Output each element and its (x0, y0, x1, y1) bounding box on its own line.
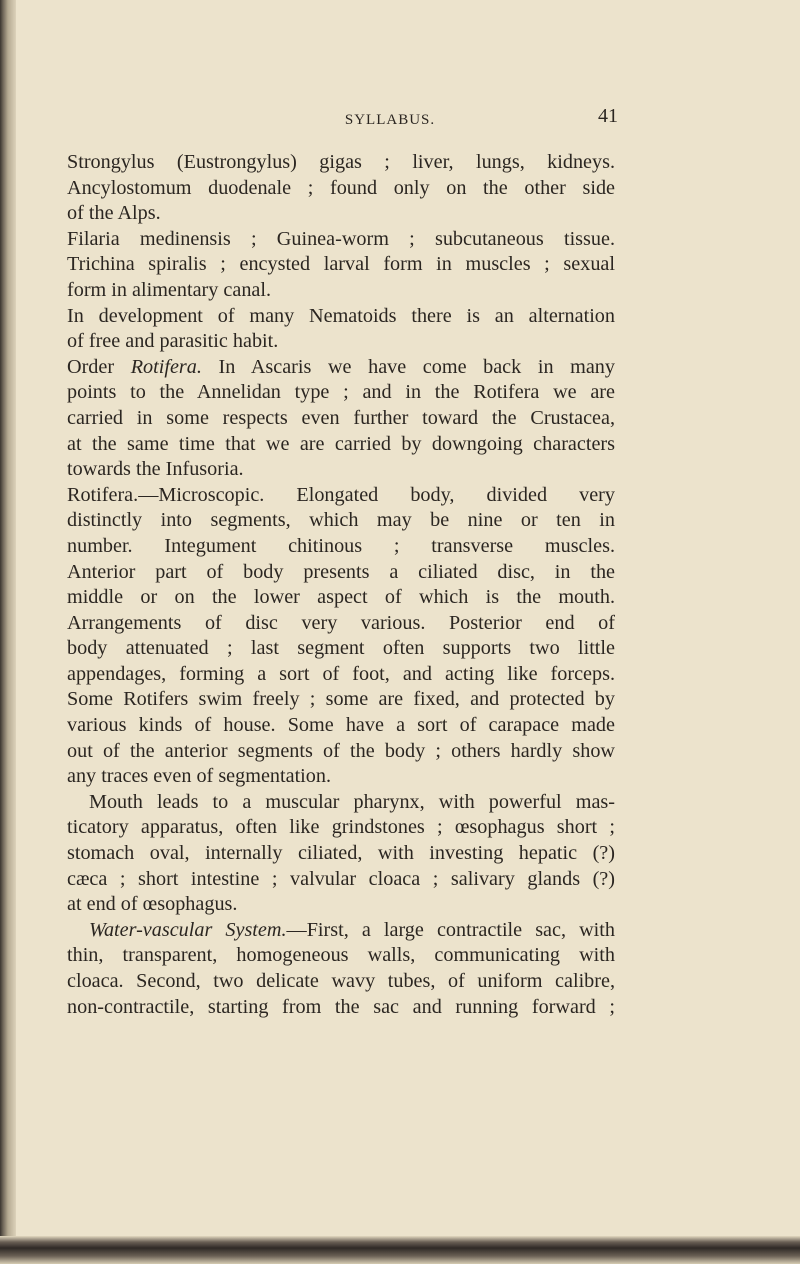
text-segment: stomach oval, internally ciliated, with investing hepatic (?) (67, 842, 615, 865)
text-segment: of the Alps. (67, 202, 161, 225)
text-line (67, 790, 615, 816)
text-segment: Anterior part of body presents a ciliated disc, in the (67, 560, 615, 583)
italic-text: Rotifera. (130, 355, 202, 378)
text-segment: any traces even of segmentation. (67, 765, 332, 788)
text-segment: ticatory apparatus, often like grindstones ; œsophagus short ; (67, 816, 615, 839)
text-line (67, 995, 615, 1021)
page-number: 41 (598, 105, 618, 127)
text-line (67, 713, 615, 739)
text-segment: body attenuated ; last segment often supports two little (67, 637, 615, 660)
text-segment: Trichina spiralis ; encysted larval form in muscles ; sexual (67, 253, 615, 276)
text-line (67, 636, 615, 662)
text-segment: Filaria medinensis ; Guinea-worm ; subcutaneous tissue. (67, 227, 615, 250)
text-line (67, 201, 615, 227)
text-segment: at the same time that we are carried by downgoing characters (67, 432, 615, 455)
text-segment: —First, a large contractile sac, with (286, 918, 615, 941)
text-segment: points to the Annelidan type ; and in the Rotifera we are (67, 381, 615, 404)
text-line (67, 355, 615, 381)
text-line (67, 252, 615, 278)
text-line (67, 892, 615, 918)
text-line (67, 969, 615, 995)
text-line (67, 278, 615, 304)
text-line (67, 739, 615, 765)
text-line (67, 918, 615, 944)
text-segment: cloaca. Second, two delicate wavy tubes, of uniform calibre, (67, 970, 615, 992)
text-segment: Some Rotifers swim freely ; some are fixed, and protected by (67, 688, 615, 711)
text-segment: In Ascaris we have come back in many (201, 355, 615, 378)
text-segment: thin, transparent, homogeneous walls, communicating with (67, 944, 615, 967)
text-line (67, 764, 615, 790)
text-segment: carried in some respects even further toward the Crustacea, (67, 406, 615, 429)
text-line (67, 150, 615, 176)
text-segment: number. Integument chitinous ; transverse muscles. (67, 534, 615, 557)
text-line (67, 560, 615, 586)
text-line (67, 867, 615, 893)
text-line (67, 227, 615, 253)
text-segment: non-contractile, starting from the sac and running forward ; (67, 995, 615, 1018)
text-segment: middle or on the lower aspect of which is the mouth. (67, 586, 615, 609)
text-segment: Mouth leads to a muscular pharynx, with powerful mas- (89, 790, 615, 813)
text-segment: cæca ; short intestine ; valvular cloaca ; salivary glands (?) (67, 867, 615, 890)
text-line (67, 380, 615, 406)
text-line (67, 176, 615, 202)
text-line (67, 662, 615, 688)
text-segment: at end of œsophagus. (67, 893, 238, 916)
text-segment: appendages, forming a sort of foot, and acting like forceps. (67, 662, 615, 685)
text-segment: Order (67, 355, 131, 378)
text-segment: distinctly into segments, which may be nine or ten in (67, 509, 615, 532)
text-line (67, 943, 615, 969)
text-line (67, 432, 615, 458)
running-head: SYLLABUS. (344, 112, 436, 128)
text-segment: towards the Infusoria. (67, 458, 244, 481)
text-segment: various kinds of house. Some have a sort of carapace made (67, 714, 615, 737)
page-gutter-shadow (0, 0, 16, 1264)
italic-text: Water-vascular System. (89, 918, 287, 941)
text-segment: out of the anterior segments of the body ; others hardly show (67, 739, 615, 762)
text-line (67, 329, 615, 355)
text-segment: Ancylostomum duodenale ; found only on the other side (67, 176, 615, 199)
text-line (67, 611, 615, 637)
text-segment: form in alimentary canal. (67, 278, 272, 301)
text-line (67, 508, 615, 534)
body-text (67, 150, 615, 1020)
text-line (67, 585, 615, 611)
text-line (67, 406, 615, 432)
text-segment: of free and parasitic habit. (67, 330, 279, 353)
page-bottom-edge (0, 1236, 800, 1264)
text-segment: In development of many Nematoids there is an alternation (67, 304, 615, 327)
text-line (67, 841, 615, 867)
text-line (67, 457, 615, 483)
text-line (67, 687, 615, 713)
text-line (67, 815, 615, 841)
text-segment: Strongylus (Eustrongylus) gigas ; liver, lungs, kidneys. (67, 151, 615, 173)
text-line (67, 304, 615, 330)
text-line (67, 483, 615, 509)
text-segment: Rotifera.—Microscopic. Elongated body, divided very (67, 483, 615, 506)
text-segment: Arrangements of disc very various. Posterior end of (67, 611, 615, 634)
text-line (67, 534, 615, 560)
